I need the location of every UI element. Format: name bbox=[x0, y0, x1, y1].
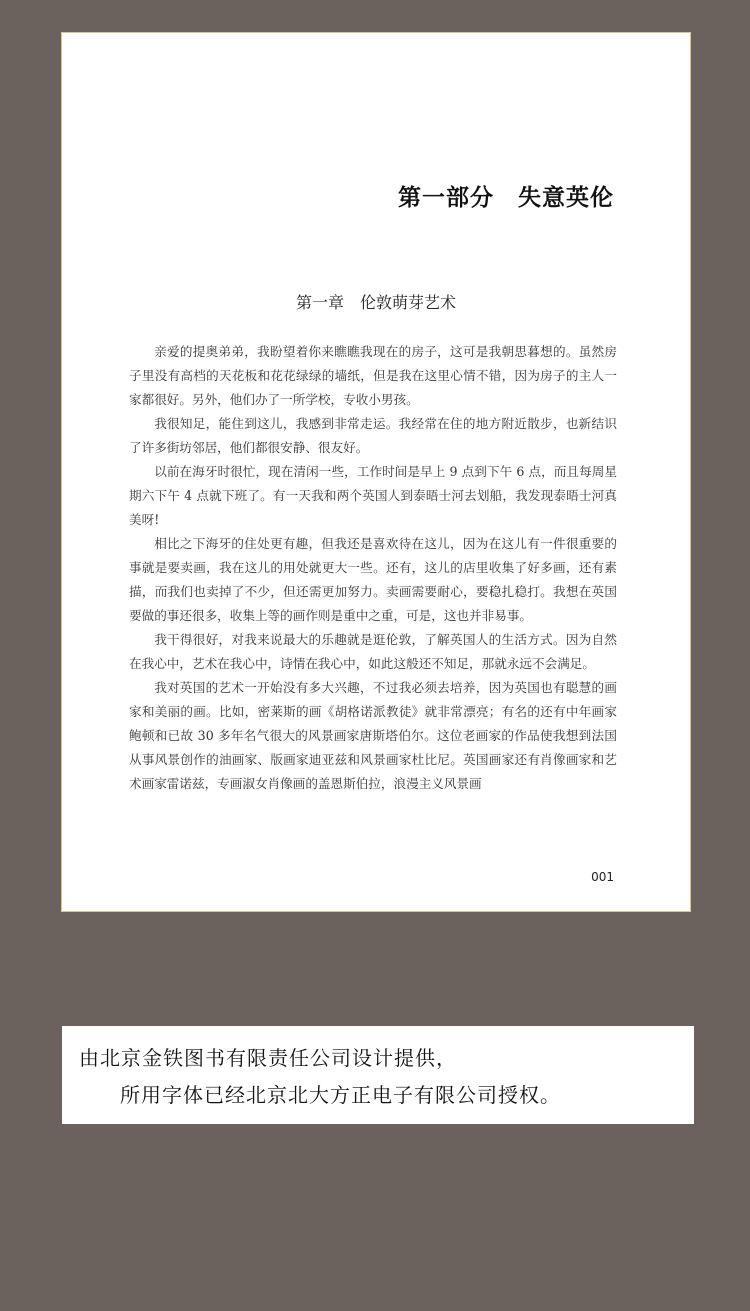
book-page bbox=[61, 32, 691, 912]
credit-line-design: 由北京金铁图书有限责任公司设计提供， bbox=[79, 1046, 457, 1070]
paragraph: 我很知足，能住到这儿，我感到非常走运。我经常在住的地方附近散步，也新结识了许多街坊邻居，他们都很安静、很友好。 bbox=[129, 416, 617, 455]
paragraph: 相比之下海牙的住处更有趣，但我还是喜欢待在这儿，因为在这儿有一件很重要的事就是要卖画，我在这儿的用处就更大一些。还有，这儿的店里收集了好多画，还有素描，而我们也卖掉了不少，但还需更加努力。卖画需要耐心，要稳扎稳打。我想在英国要做的事还很多，收集上等的画作则是重中之重，可是，这也并非易事。 bbox=[129, 536, 617, 623]
body-text bbox=[129, 340, 617, 796]
paragraph: 我干得很好，对我来说最大的乐趣就是逛伦敦，了解英国人的生活方式。因为自然在我心中，艺术在我心中，诗情在我心中，如此这般还不知足，那就永远不会满足。 bbox=[129, 632, 617, 671]
paragraph: 亲爱的提奥弟弟，我盼望着你来瞧瞧我现在的房子，这可是我朝思暮想的。虽然房子里没有高档的天花板和花花绿绿的墙纸，但是我在这里心情不错，因为房子的主人一家都很好。另外，他们办了一所学校，专收小男孩。 bbox=[129, 344, 617, 407]
paragraph: 以前在海牙时很忙，现在清闲一些，工作时间是早上 9 点到下午 6 点，而且每周星期六下午 4 点就下班了。有一天我和两个英国人到泰晤士河去划船，我发现泰晤士河真美呀! bbox=[129, 464, 617, 527]
credit-line-font-license: 所用字体已经北京北大方正电子有限公司授权。 bbox=[120, 1083, 561, 1107]
page-number: 001 bbox=[591, 870, 614, 884]
part-title: 第一部分 失意英伦 bbox=[398, 184, 614, 211]
chapter-title: 第一章 伦敦萌芽艺术 bbox=[295, 293, 456, 312]
paragraph: 我对英国的艺术一开始没有多大兴趣，不过我必须去培养，因为英国也有聪慧的画家和美丽的画。比如，密莱斯的画《胡格诺派教徒》就非常漂亮；有名的还有中年画家鲍顿和已故 30 多年名气很大的风景画家唐斯塔伯尔。这位老画家的作品使我想到法国从事风景创作的油画家、版画家迪亚兹和风景画家杜比尼。英国画家还有肖像画家和艺术画家雷诺兹，专画淑女肖像画的盖恩斯伯拉，浪漫主义风景画 bbox=[129, 680, 617, 791]
credit-box bbox=[62, 1026, 694, 1124]
